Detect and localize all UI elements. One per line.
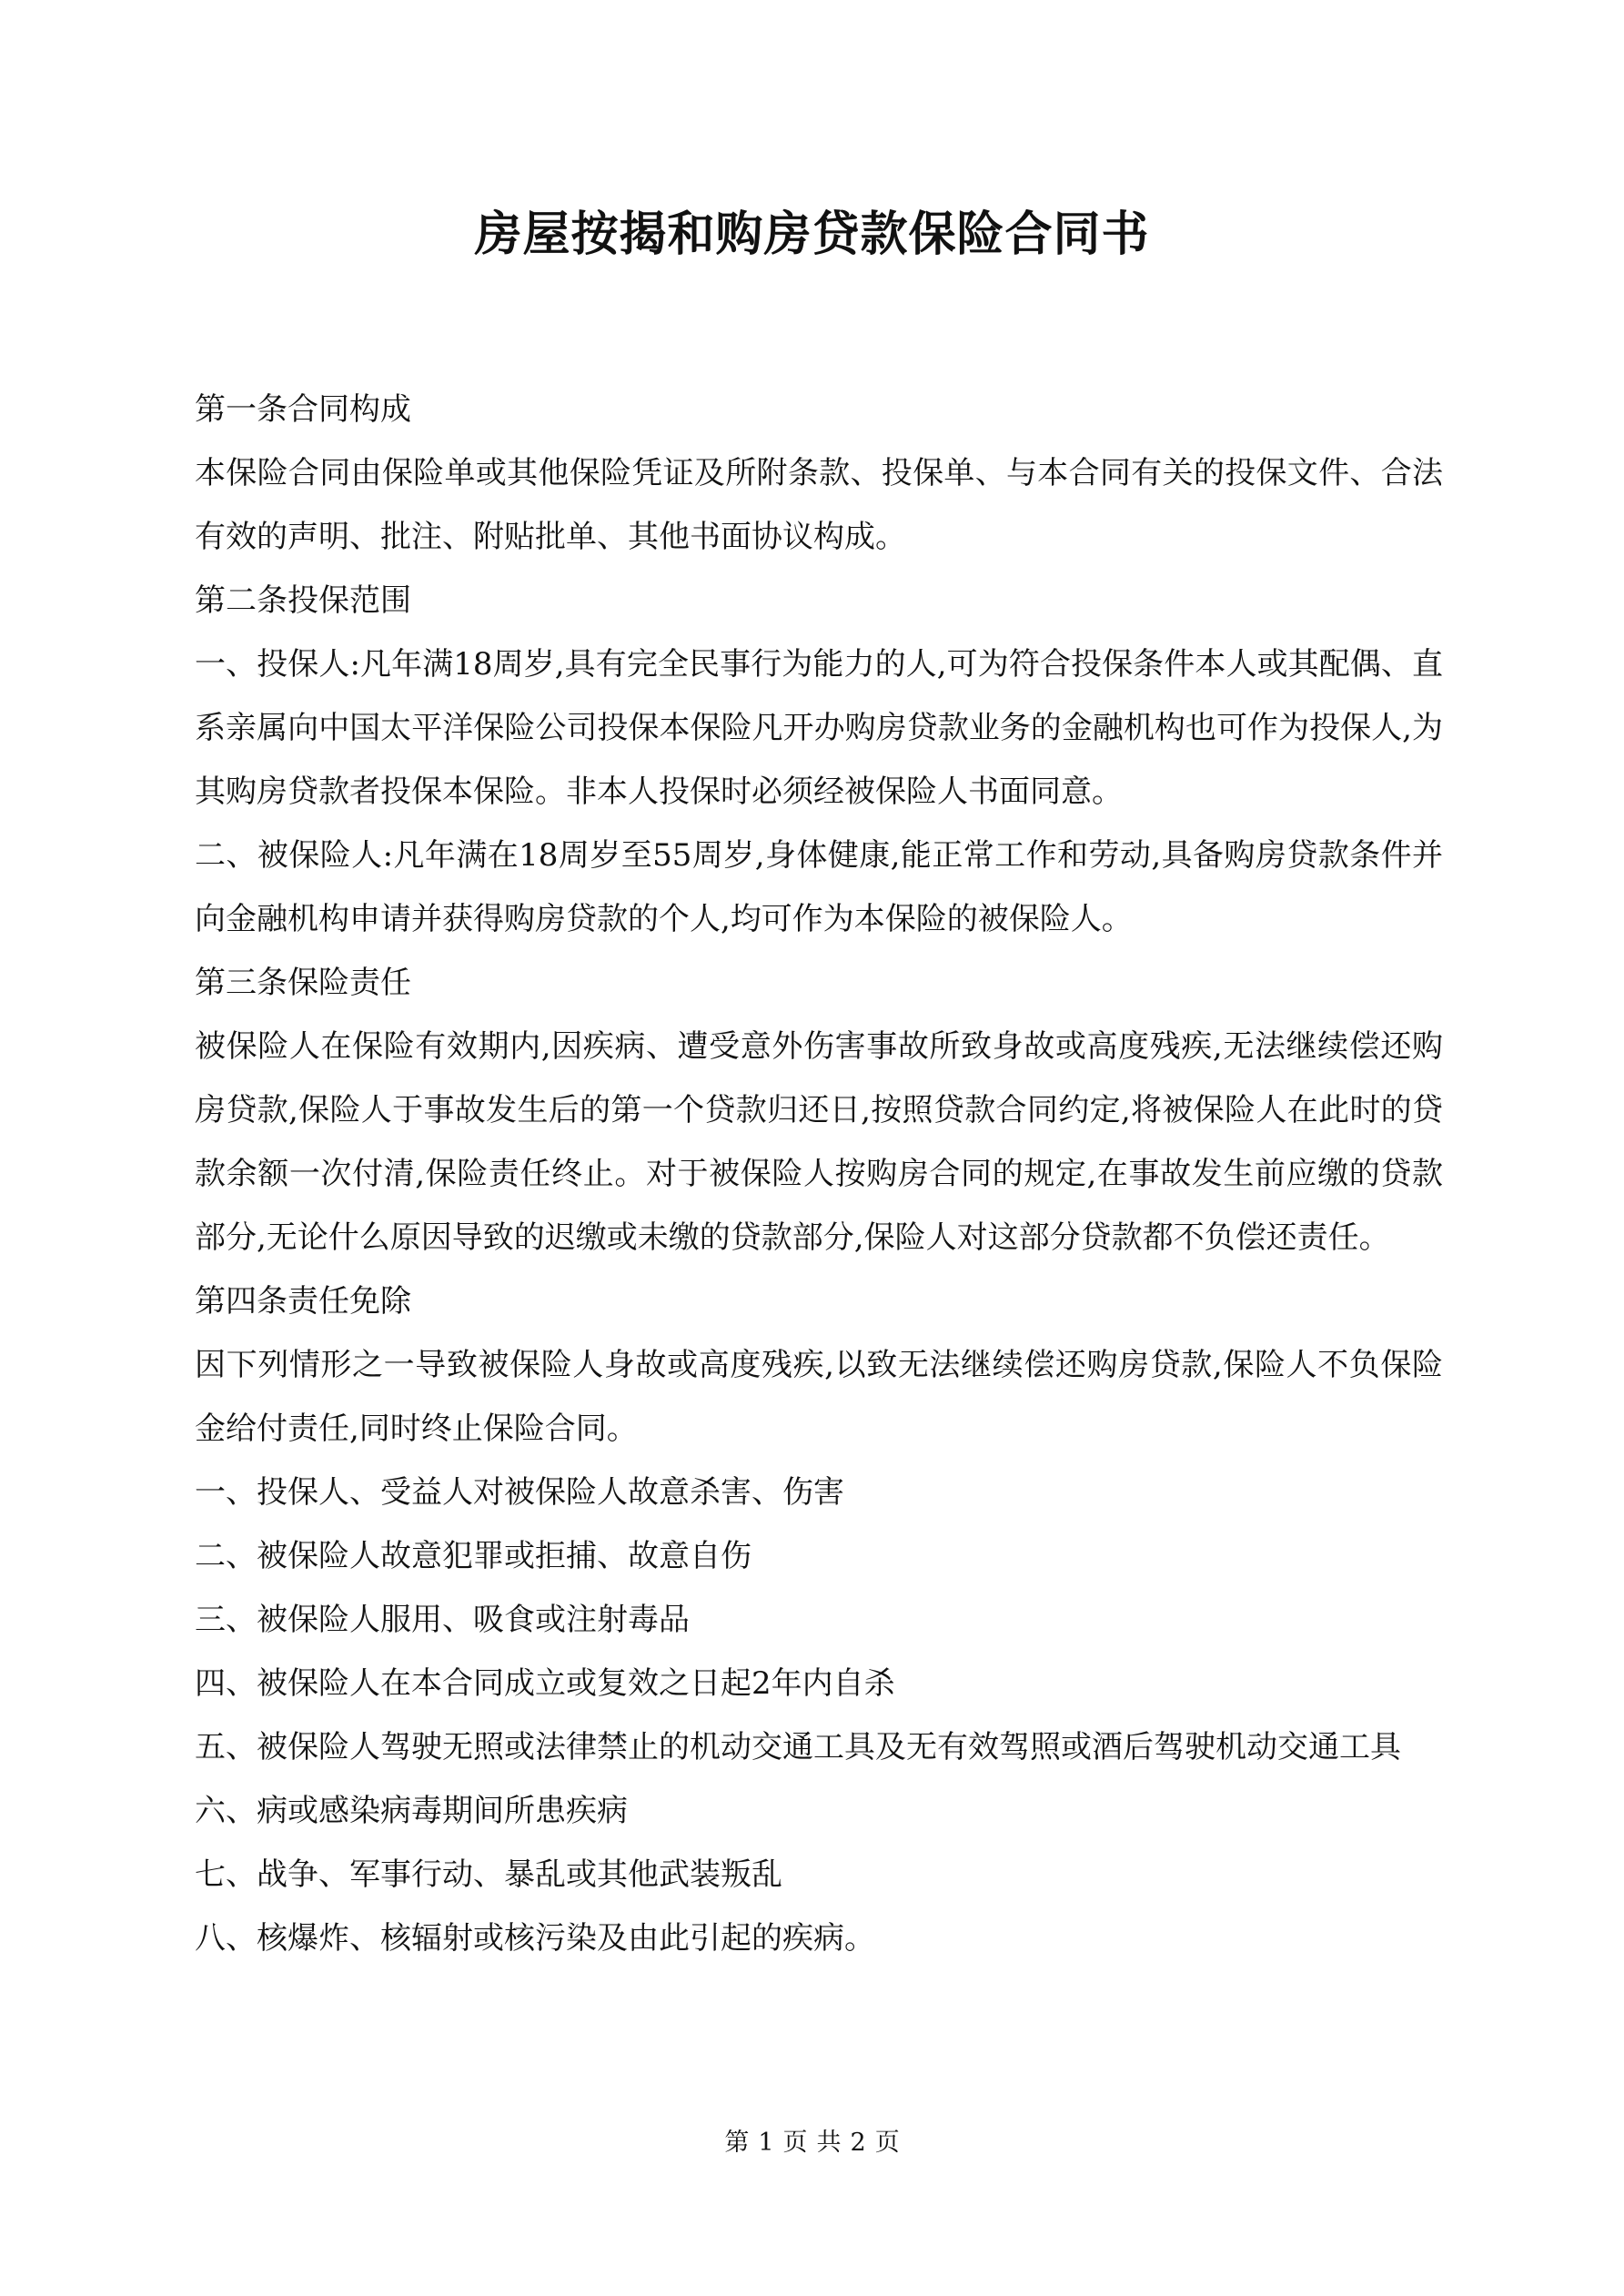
footer-suffix: 页 (874, 2129, 900, 2157)
footer-prefix: 第 (724, 2129, 750, 2157)
list-item: 二、被保险人故意犯罪或拒捕、故意自伤 (195, 1538, 751, 1574)
list-item: 一、投保人、受益人对被保险人故意杀害、伤害 (195, 1474, 844, 1511)
section-heading: 第四条责任免除 (195, 1283, 411, 1320)
section-heading: 第一条合同构成 (195, 391, 411, 428)
list-item: 六、病或感染病毒期间所患疾病 (195, 1793, 628, 1829)
list-item: 五、被保险人驾驶无照或法律禁止的机动交通工具及无有效驾照或酒后驾驶机动交通工具 (195, 1729, 1401, 1765)
paragraph: 一、投保人:凡年满18周岁,具有完全民事行为能力的人,可为符合投保条件本人或其配偶、直系亲属向中国太平洋保险公司投保本保险凡开办购房贷款业务的金融机构也可作为投保人,为其购房贷款者投保本保险。非本人投保时必须经被保险人书面同意。 (195, 646, 1443, 810)
list-item: 四、被保险人在本合同成立或复效之日起2年内自杀 (195, 1665, 895, 1702)
footer-total-pages: 2 (850, 2129, 866, 2157)
paragraph: 本保险合同由保险单或其他保险凭证及所附条款、投保单、与本合同有关的投保文件、合法有效的声明、批注、附贴批单、其他书面协议构成。 (195, 455, 1443, 555)
footer-page-word: 页 (782, 2129, 808, 2157)
paragraph: 因下列情形之一导致被保险人身故或高度残疾,以致无法继续偿还购房贷款,保险人不负保险金给付责任,同时终止保险合同。 (195, 1347, 1443, 1447)
paragraph: 被保险人在保险有效期内,因疾病、遭受意外伤害事故所致身故或高度残疾,无法继续偿还购房贷款,保险人于事故发生后的第一个贷款归还日,按照贷款合同约定,将被保险人在此时的贷款余额一次付清,保险责任终止。对于被保险人按购房合同的规定,在事故发生前应缴的贷款部分,无论什么原因导致的迟缴或未缴的贷款部分,保险人对这部分贷款都不负偿还责任。 (195, 1028, 1443, 1256)
footer-current-page: 1 (758, 2129, 774, 2157)
document-body (195, 378, 1443, 1970)
list-item: 八、核爆炸、核辐射或核污染及由此引起的疾病。 (195, 1920, 875, 1957)
section-heading: 第二条投保范围 (195, 582, 411, 619)
footer-total-prefix: 共 (816, 2129, 842, 2157)
list-item: 七、战争、军事行动、暴乱或其他武装叛乱 (195, 1856, 782, 1893)
document-title: 房屋按揭和购房贷款保险合同书 (474, 207, 1150, 262)
paragraph: 二、被保险人:凡年满在18周岁至55周岁,身体健康,能正常工作和劳动,具备购房贷款条件并向金融机构申请并获得购房贷款的个人,均可作为本保险的被保险人。 (195, 837, 1443, 937)
page-footer (0, 2125, 1624, 2161)
section-heading: 第三条保险责任 (195, 965, 411, 1001)
list-item: 三、被保险人服用、吸食或注射毒品 (195, 1602, 690, 1638)
